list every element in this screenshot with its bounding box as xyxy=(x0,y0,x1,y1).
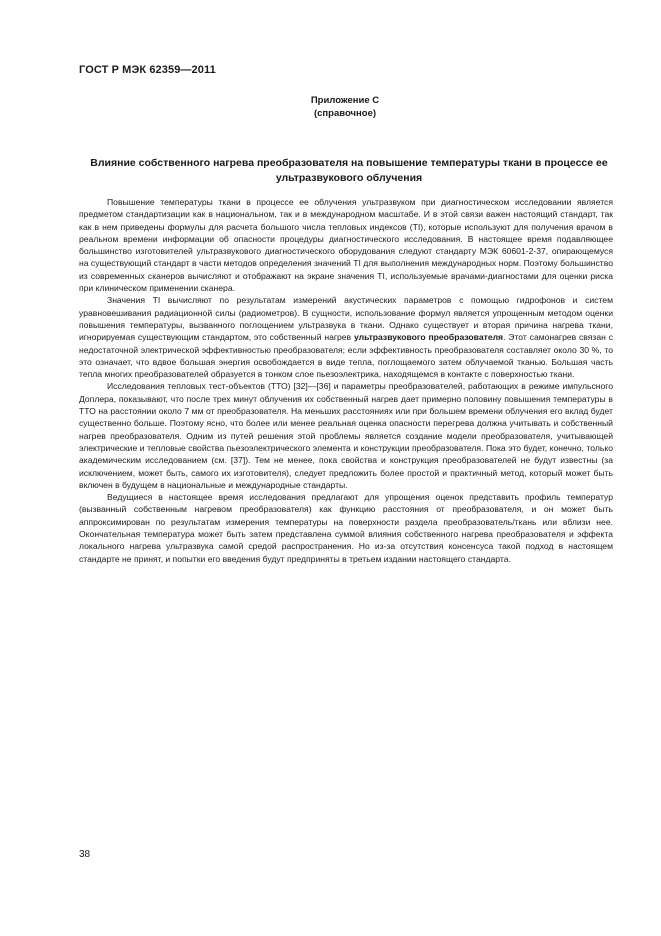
paragraph-2-bold: ультразвукового преобразователя xyxy=(353,332,504,343)
paragraph-2-end: . Этот самонагрев связан с недостаточной электрической эффективностью преобразователя; если эффективность преобразователя составляет около 30 %, то это означает, что вдвое большая энергия освобождается в виде тепла, поглощаемого затем облучаемой тканью. Большая часть тепла многих преобразователей образуется в тонком слое пьезоэлектрика, находящемся в контакте с поверхностью ткани. xyxy=(79,332,614,380)
page-number: 38 xyxy=(79,849,91,860)
paragraph-3: Исследования тепловых тест-объектов (ТТО) [32]—[36] и параметры преобразователей, работающих в режиме импульсного Доплера, показывают, что после трех минут облучения их собственный нагрев дает примерно половину повышения температуры в ТТО на расстоянии около 7 мм от преобразователя. На меньших расстояниях или при большем времени облучения его вклад будет существенно больше. Поэтому ясно, что более или менее реальная оценка опасности перегрева должна учитывать и собственный нагрев преобразователя. Одним из путей решения этой проблемы является создание модели преобразователя, учитывающей электрические и тепловые свойства пьезоэлектрического элемента и конструкции преобразователя. Пока это будет, конечно, только академическим исследованием (см. [37]). Тем не менее, пока свойства и конструкция преобразователей не будут известны (за исключением, может быть, самого их изготовителя), следует предложить более простой и практичный метод, который может быть включен в будущем в национальные и международные стандарты. xyxy=(79,381,613,490)
body-text xyxy=(79,196,613,565)
document-header: ГОСТ Р МЭК 62359—2011 xyxy=(79,64,216,76)
annex-heading xyxy=(0,94,661,120)
paragraph-4: Ведущиеся в настоящее время исследования предлагают для упрощения оценок представить профиль температур (вызванный собственным нагревом преобразователя) как функцию расстояния от преобразователя, и он может быть аппроксимирован по результатам измерения температуры на поверхности раздела преобразователь/ткань или вблизи нее. Окончательная температура может быть затем представлена суммой влияния собственного нагрева преобразователя и эффекта локального нагрева ультразвука самой средой распространения. Но из-за отсутствия консенсуса такой подход в настоящем стандарте не принят, и попытки его введения будут предприняты в третьем издании настоящего стандарта. xyxy=(79,492,613,564)
paragraph-2-start: Значения TI вычисляют по результатам измерений акустических параметров с помощью гидрофонов и систем уравновешивания радиационной силы (радиометров). В сущности, использование формул является упрощенным методом оценки повышения температуры, вызванного поглощением ультразвука в ткани. Однако существует и вторая причина нагрева ткани, игнорируемая существующим стандартом, это собственный нагрев xyxy=(79,295,613,343)
annex-title: Приложение С xyxy=(310,95,380,106)
section-title: Влияние собственного нагрева преобразователя на повышение температуры ткани в процессе ее ультразвукового облучения xyxy=(90,157,608,184)
paragraph-2 xyxy=(79,294,613,380)
annex-subtitle: (справочное) xyxy=(313,108,377,119)
paragraph-1: Повышение температуры ткани в процессе ее облучения ультразвуком при диагностическом исследовании является предметом стандартизации как в национальном, так и в международном масштабе. И в этой связи важен настоящий стандарт, так как в нем приведены формулы для расчета большого числа тепловых индексов (TI), которые используют для получения врачом в реальном времени информации об опасности процедуры диагностического исследования. В настоящее время подавляющее большинство изготовителей ультразвукового диагностического оборудования следуют стандарту МЭК 60601-2-37, опирающемуся на существующий стандарт в части методов определения значений TI для выполнения международных норм. Поэтому большинство из современных сканеров вычисляют и отображают на экране значения TI, используемые врачами-диагностами для оценки риска при клиническом применении сканера. xyxy=(79,197,613,294)
